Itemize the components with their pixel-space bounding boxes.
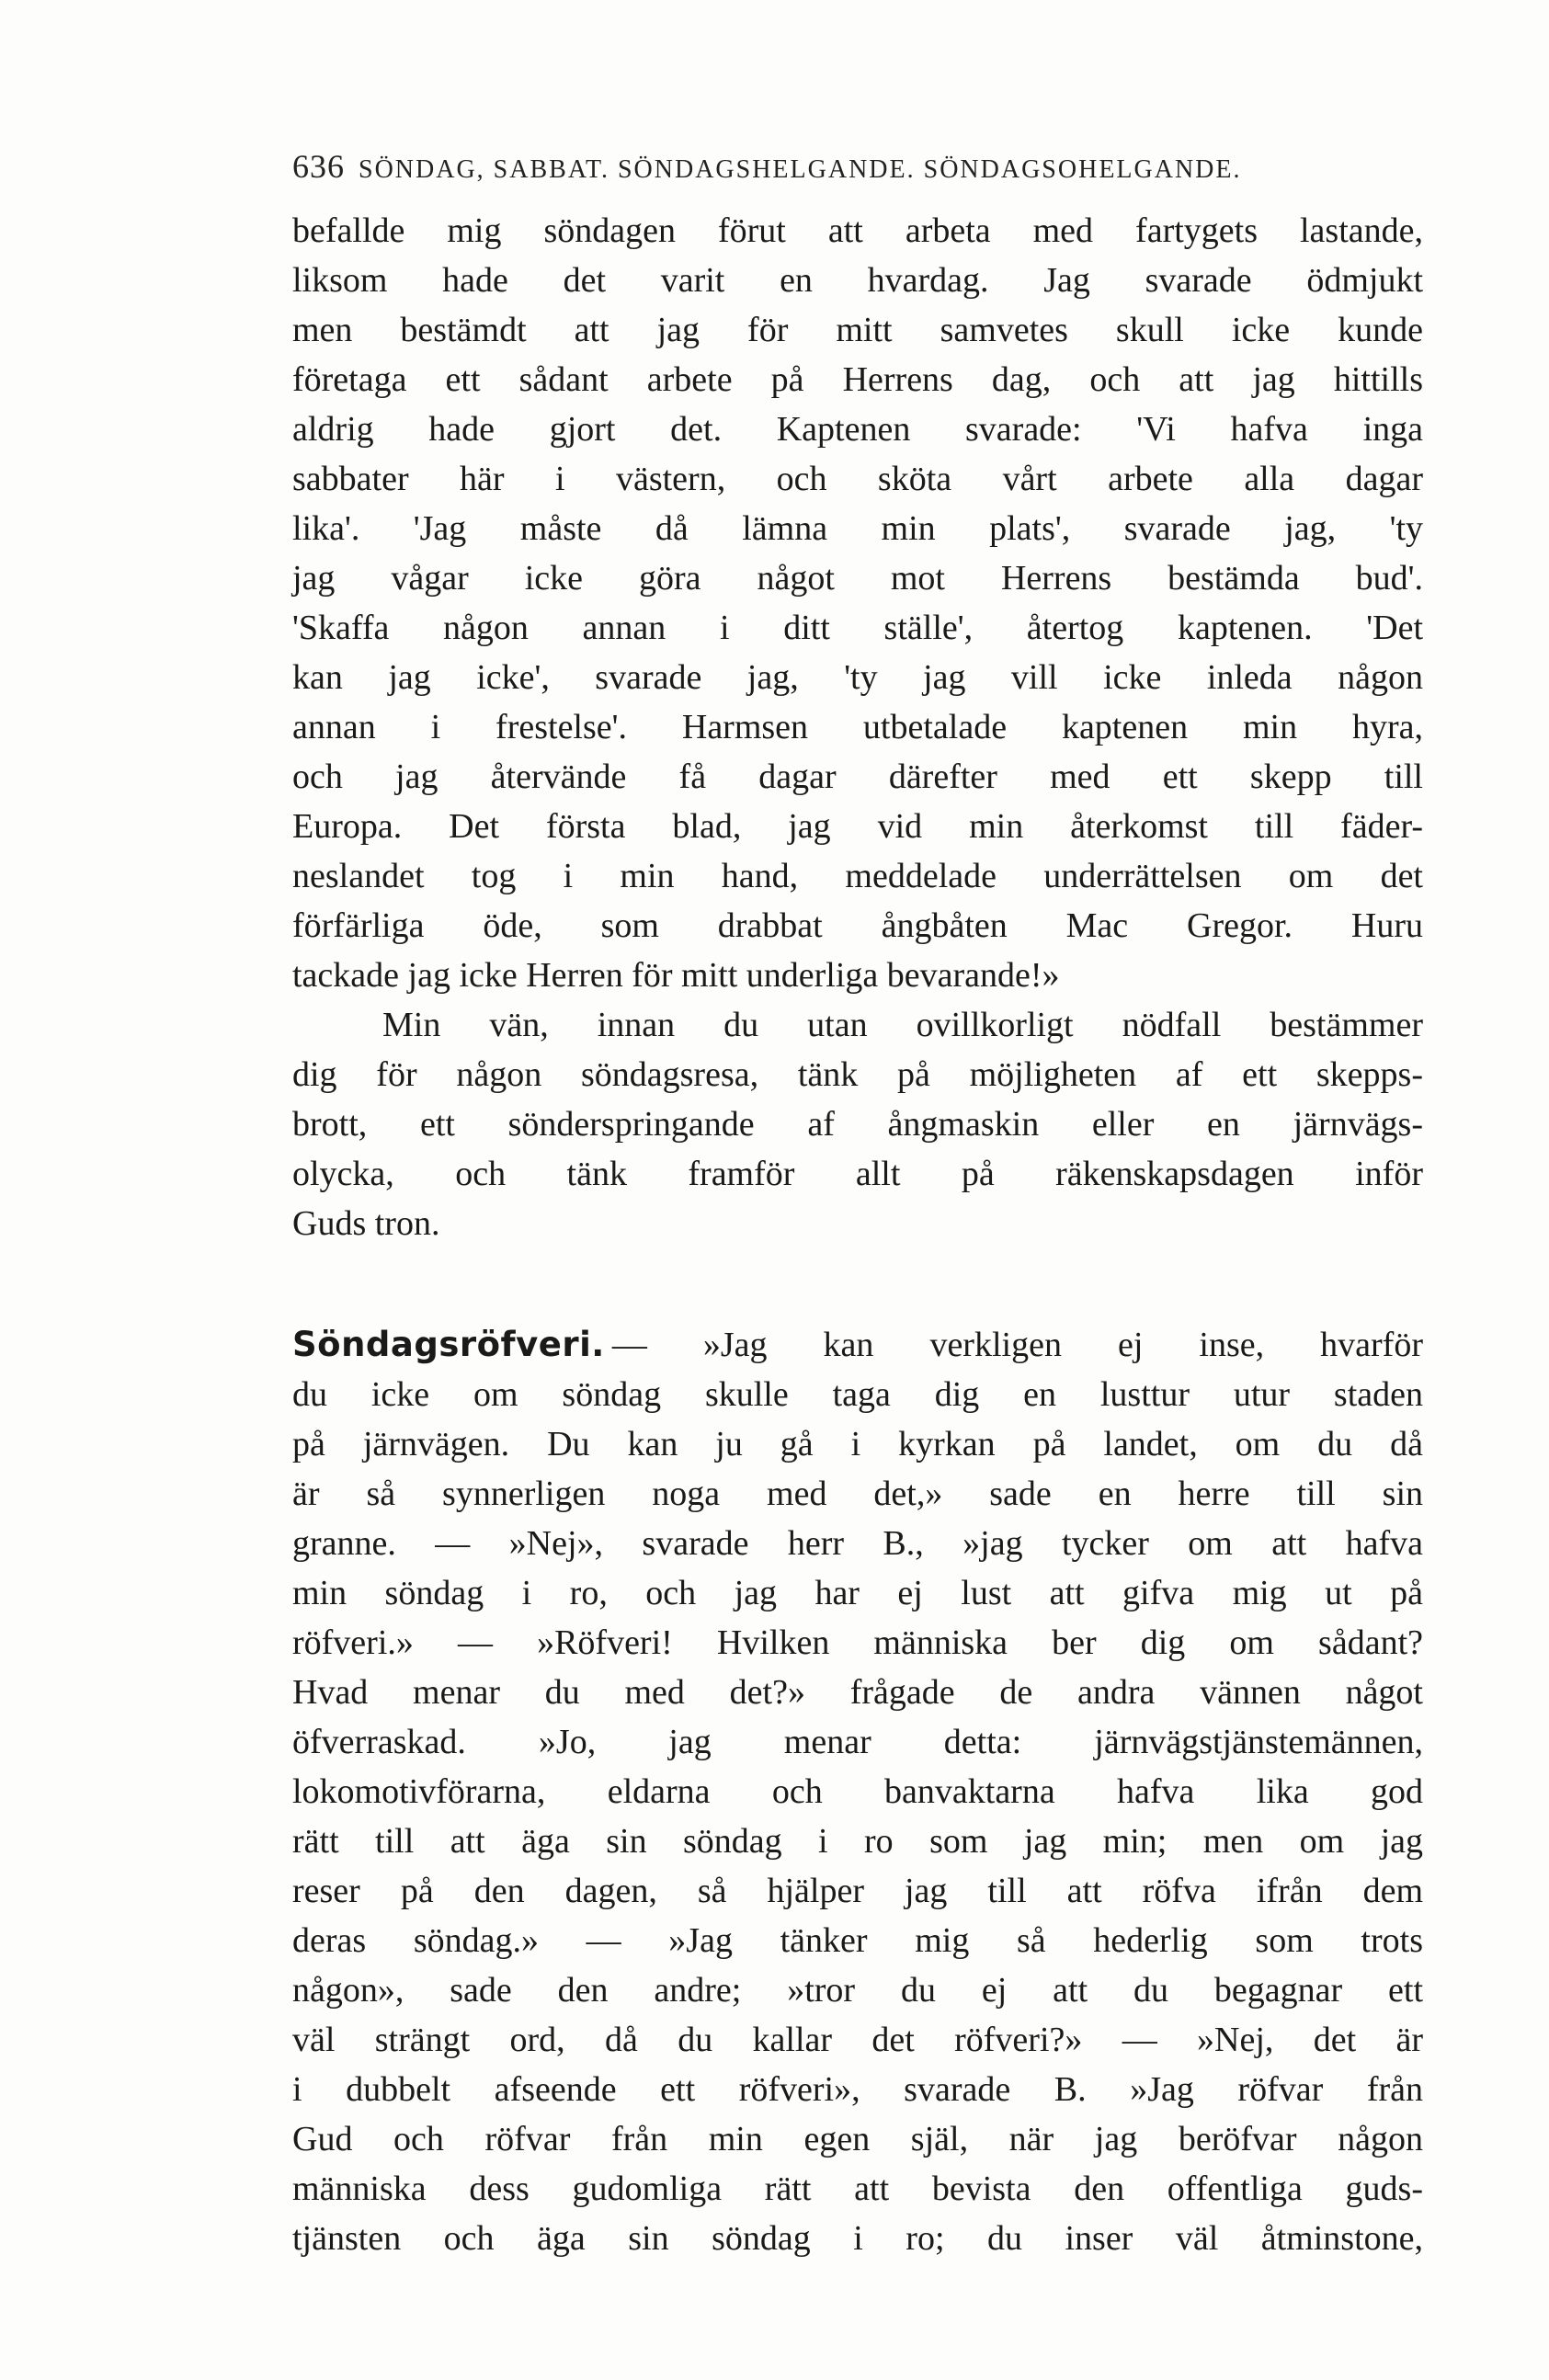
running-head	[292, 147, 1423, 202]
text-line: företaga ett sådant arbete på Herrens dag, och att jag hittills	[292, 360, 1423, 399]
text-line: jag vågar icke göra något mot Herrens bestämda bud'.	[292, 559, 1423, 598]
paragraph-continuation	[292, 206, 1423, 1000]
text-line: granne. — »Nej», svarade herr B., »jag tycker om att hafva	[292, 1524, 1423, 1563]
text-line: 'Skaffa någon annan i ditt ställe', återtog kaptenen. 'Det	[292, 609, 1423, 647]
running-head-title: SÖNDAG, SABBAT. SÖNDAGSHELGANDE. SÖNDAGSOHELGANDE.	[359, 155, 1242, 184]
page-number: 636	[292, 148, 345, 185]
text-line: öfverraskad. »Jo, jag menar detta: järnvägstjänstemännen,	[292, 1723, 1423, 1761]
text-line: kan jag icke', svarade jag, 'ty jag vill icke inleda någon	[292, 658, 1423, 697]
text-line: tackade jag icke Herren för mitt underliga bevarande!»	[292, 956, 1060, 995]
paragraph-admonition	[292, 1000, 1423, 1248]
text-line: Guds tron.	[292, 1204, 440, 1243]
text-line: någon», sade den andre; »tror du ej att du begagnar ett	[292, 1971, 1423, 2010]
text-line: förfärliga öde, som drabbat ångbåten Mac Gregor. Huru	[292, 906, 1423, 945]
section-sondagsrofveri	[292, 1320, 1423, 2263]
text-line: väl strängt ord, då du kallar det röfveri?» — »Nej, det är	[292, 2021, 1423, 2059]
text-line: du icke om söndag skulle taga dig en lusttur utur staden	[292, 1375, 1423, 1414]
text-line: olycka, och tänk framför allt på räkenskapsdagen inför	[292, 1155, 1423, 1193]
text-line: röfveri.» — »Röfveri! Hvilken människa ber dig om sådant?	[292, 1623, 1423, 1662]
text-line: Europa. Det första blad, jag vid min återkomst till fäder-	[292, 807, 1423, 846]
text-line: liksom hade det varit en hvardag. Jag svarade ödmjukt	[292, 261, 1423, 300]
text-line: Gud och röfvar från min egen själ, när jag beröfvar någon	[292, 2120, 1423, 2158]
book-page	[292, 147, 1423, 2263]
text-line: lika'. 'Jag måste då lämna min plats', svarade jag, 'ty	[292, 509, 1423, 548]
text-line: på järnvägen. Du kan ju gå i kyrkan på landet, om du då	[292, 1425, 1423, 1463]
text-line: och jag återvände få dagar därefter med ett skepp till	[292, 757, 1423, 796]
text-line: tjänsten och äga sin söndag i ro; du inser väl åtminstone,	[292, 2219, 1423, 2258]
text-line: reser på den dagen, så hjälper jag till att röfva ifrån dem	[292, 1872, 1423, 1910]
text-line: är så synnerligen noga med det,» sade en herre till sin	[292, 1475, 1423, 1513]
text-line: min söndag i ro, och jag har ej lust att gifva mig ut på	[292, 1574, 1423, 1612]
text-line: dig för någon söndagsresa, tänk på möjligheten af ett skepps-	[292, 1055, 1423, 1094]
section-headword: Söndagsröfveri.	[292, 1325, 605, 1364]
text-line: lokomotivförarna, eldarna och banvaktarna hafva lika god	[292, 1772, 1423, 1811]
text-line: människa dess gudomliga rätt att bevista den offentliga guds-	[292, 2169, 1423, 2208]
text-line: brott, ett sönderspringande af ångmaskin eller en järnvägs-	[292, 1105, 1423, 1144]
text-line: sabbater här i västern, och sköta vårt arbete alla dagar	[292, 460, 1423, 498]
text-line: — »Jag kan verkligen ej inse, hvarför	[611, 1326, 1423, 1364]
text-line: Hvad menar du med det?» frågade de andra vännen något	[292, 1673, 1423, 1712]
text-line: Min vän, innan du utan ovillkorligt nödfall bestämmer	[382, 1006, 1423, 1044]
text-line: deras söndag.» — »Jag tänker mig så hederlig som trots	[292, 1921, 1423, 1960]
text-line: rätt till att äga sin söndag i ro som jag min; men om jag	[292, 1822, 1423, 1861]
text-line: men bestämdt att jag för mitt samvetes skull icke kunde	[292, 311, 1423, 349]
text-line: befallde mig söndagen förut att arbeta med fartygets lastande,	[292, 211, 1423, 250]
text-line: aldrig hade gjort det. Kaptenen svarade: 'Vi hafva inga	[292, 410, 1423, 449]
section-first-line	[292, 1320, 1423, 1370]
text-line: neslandet tog i min hand, meddelade underrättelsen om det	[292, 857, 1423, 895]
text-line: annan i frestelse'. Harmsen utbetalade kaptenen min hyra,	[292, 708, 1423, 746]
text-line: i dubbelt afseende ett röfveri», svarade B. »Jag röfvar från	[292, 2070, 1423, 2109]
body-text	[292, 206, 1423, 2263]
section-spacer	[292, 1248, 1423, 1320]
